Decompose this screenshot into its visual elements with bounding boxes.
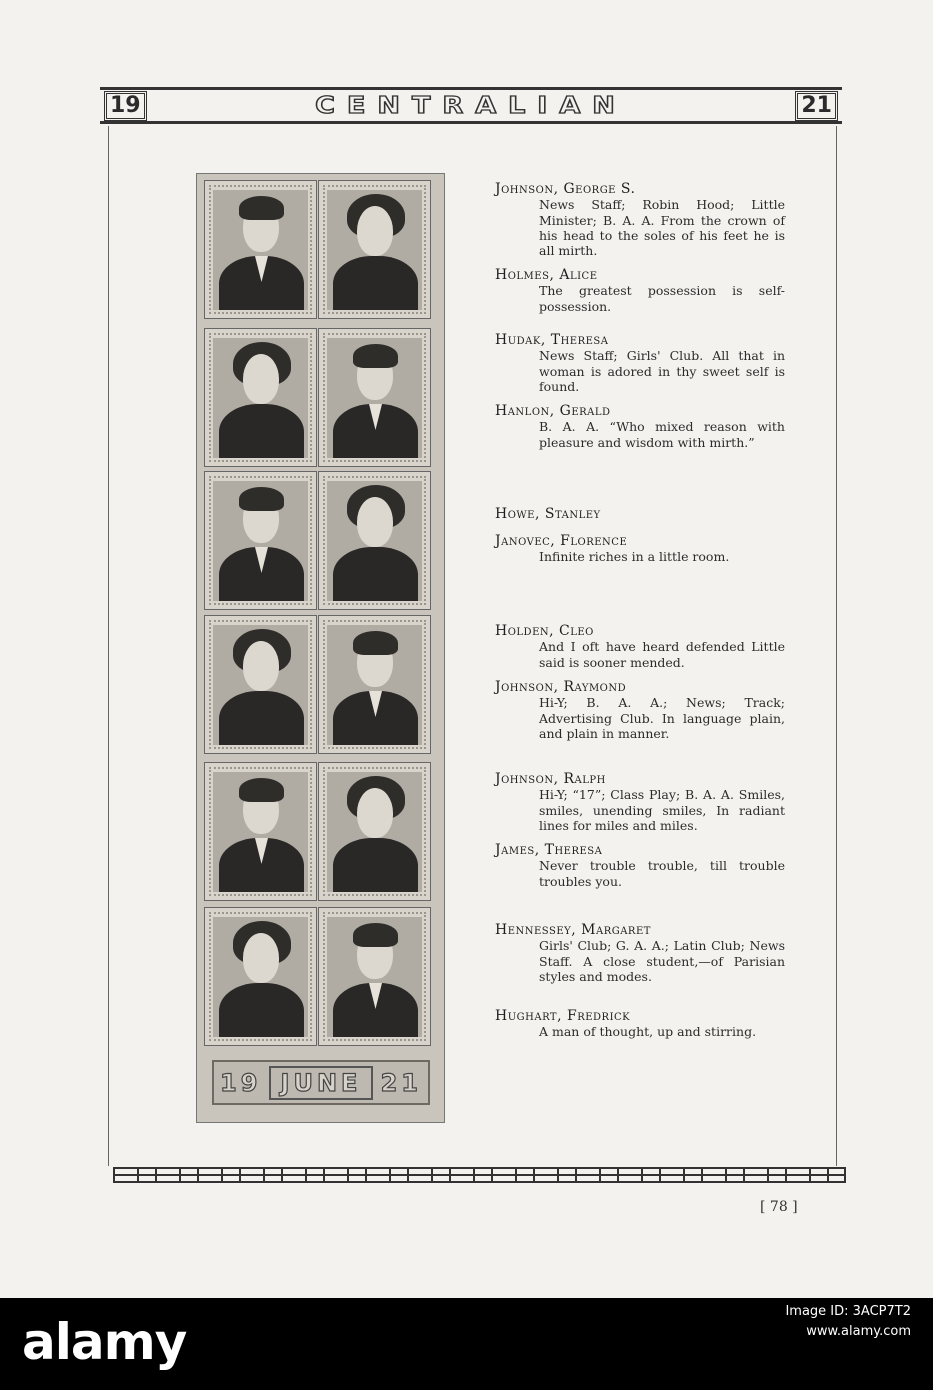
portrait-hughart-fredrick [318, 907, 431, 1046]
portrait-holden-cleo [204, 615, 317, 754]
portrait-holmes-alice [318, 180, 431, 319]
entry-name: James, Theresa [495, 842, 603, 858]
entry-hughart-fredrick [495, 1009, 785, 1040]
entry-desc: B. A. A. “Who mixed reason with pleasure and wisdom with mirth.” [539, 419, 785, 450]
watermark-site: www.alamy.com [806, 1324, 911, 1339]
entry-johnson-raymond [495, 680, 785, 741]
portrait-hanlon-gerald [318, 328, 431, 467]
entry-janovec-florence [495, 534, 785, 565]
banner-month: JUNE [269, 1066, 374, 1100]
entry-desc: The greatest possession is self-possession. [539, 283, 785, 314]
portrait-johnson-george [204, 180, 317, 319]
portrait-johnson-raymond [318, 615, 431, 754]
portrait-janovec-florence [318, 471, 431, 610]
entry-desc: Infinite riches in a little room. [539, 549, 730, 565]
watermark-image-id: Image ID: 3ACP7T2 [785, 1304, 911, 1319]
entry-johnson-george [495, 182, 785, 258]
page-number: [ 78 ] [760, 1199, 798, 1215]
header-year-left: 19 [104, 91, 147, 121]
entry-name: Hanlon, Gerald [495, 403, 611, 419]
entry-name: Janovec, Florence [495, 533, 628, 549]
entry-desc: Never trouble trouble, till trouble troubles you. [539, 858, 785, 889]
page-header [100, 87, 842, 124]
entry-johnson-ralph [495, 772, 785, 833]
banner-year-left: 19 [220, 1068, 262, 1097]
watermark-logo: alamy [22, 1313, 187, 1371]
entry-name: Hughart, Fredrick [495, 1008, 631, 1024]
entry-hennessey-margaret [495, 923, 785, 984]
entry-name: Howe, Stanley [495, 506, 601, 522]
entry-name: Johnson, Ralph [495, 771, 606, 787]
portrait-hennessey-margaret [204, 907, 317, 1046]
frame-line-right [836, 126, 837, 1166]
entry-name: Hudak, Theresa [495, 332, 609, 348]
photo-column [196, 173, 445, 1123]
entry-desc: A man of thought, up and stirring. [539, 1024, 757, 1040]
entry-name: Holden, Cleo [495, 623, 594, 639]
june-banner [212, 1060, 430, 1105]
footer-ornament [113, 1167, 846, 1183]
entry-hudak-theresa [495, 333, 785, 394]
entry-holmes-alice [495, 268, 785, 314]
entry-desc: Hi-Y; “17”; Class Play; B. A. A. Smiles, smiles, unending smiles, In radiant lines for miles and miles. [539, 787, 785, 833]
entry-holden-cleo [495, 624, 785, 670]
entry-desc: Girls' Club; G. A. A.; Latin Club; News Staff. A close student,—of Parisian styles and modes. [539, 938, 785, 984]
entry-desc: News Staff; Robin Hood; Little Minister; B. A. A. From the crown of his head to the soles of his feet he is all mirth. [539, 197, 785, 259]
entry-james-theresa [495, 843, 785, 889]
entry-name: Holmes, Alice [495, 267, 598, 283]
frame-line-left [108, 126, 109, 1166]
portrait-howe-stanley [204, 471, 317, 610]
portrait-hudak-theresa [204, 328, 317, 467]
banner-year-right: 21 [380, 1068, 422, 1097]
watermark-info [785, 1302, 911, 1342]
entry-desc: Hi-Y; B. A. A.; News; Track; Advertising Club. In language plain, and plain in manner. [539, 695, 785, 741]
portrait-johnson-ralph [204, 762, 317, 901]
entry-name: Hennessey, Margaret [495, 922, 651, 938]
header-year-right: 21 [795, 91, 838, 121]
entry-name: Johnson, George S. [495, 181, 636, 197]
entry-hanlon-gerald [495, 404, 785, 450]
entry-desc: News Staff; Girls' Club. All that in woman is adored in thy sweet self is found. [539, 348, 785, 394]
entry-name: Johnson, Raymond [495, 679, 627, 695]
entry-howe-stanley [495, 507, 785, 522]
entry-desc: And I oft have heard defended Little said is sooner mended. [539, 639, 785, 670]
portrait-james-theresa [318, 762, 431, 901]
header-title: CENTRALIAN [315, 91, 627, 119]
